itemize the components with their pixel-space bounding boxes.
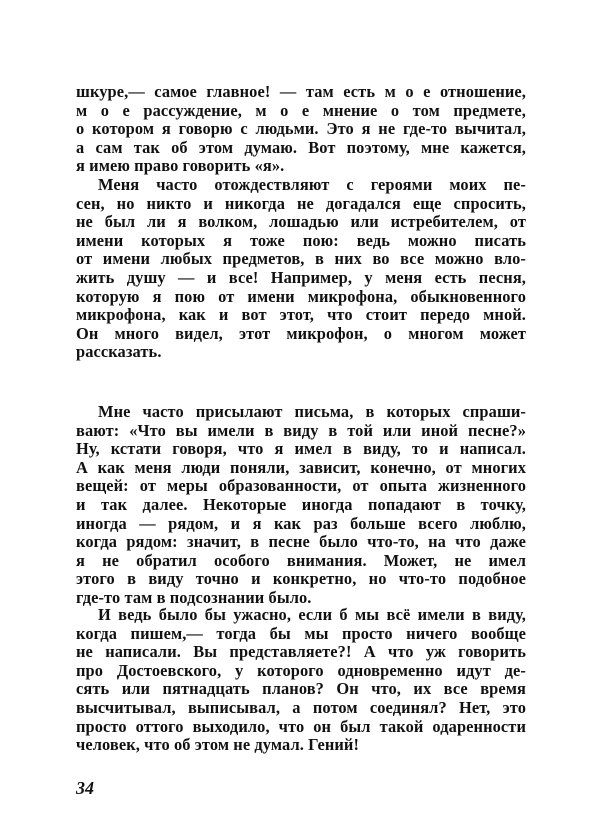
text-line: вают: «Что вы имели в виду в той или иной песне?» [76, 420, 526, 440]
text-line: имени которых я тоже пою: ведь можно писать [76, 230, 526, 250]
text-line: просто оттого выходило, что он был такой одаренности [76, 716, 526, 736]
text-line: иногда — рядом, и я как раз больше всего люблю, [76, 513, 526, 533]
paragraph-3 [76, 403, 526, 608]
text-line: не был ли я волком, лошадью или истребителем, от [76, 212, 526, 232]
text-line: где-то там в подсознании было. [76, 587, 312, 607]
text-line: А как меня люди поняли, зависит, конечно, от многих [76, 457, 526, 477]
text-line: сять или пятнадцать планов? Он что, их все время [76, 679, 526, 699]
text-line: когда рядом: значит, в песне было что-то, на что даже [76, 532, 526, 552]
text-line: м о е рассуждение, м о е мнение о том предмете, [76, 100, 526, 120]
text-line: Ну, кстати говоря, что я имел в виду, то и написал. [76, 439, 526, 459]
text-line: И ведь было бы ужасно, если б мы всё имели в виду, [98, 605, 526, 624]
text-line: сен, но никто и никогда не догадался еще спросить, [76, 193, 526, 213]
text-line: высчитывал, выписывал, а потом соединял? Нет, это [76, 697, 526, 717]
text-line: которую я пою от имени микрофона, обыкновенного [76, 286, 526, 306]
paragraph-1 [76, 83, 526, 176]
paragraph-4 [76, 606, 526, 755]
text-line: микрофона, как и вот этот, что стоит передо мной. [76, 305, 526, 325]
paragraph-2 [76, 176, 526, 362]
text-line: от имени любых предметов, в них во все можно вло- [76, 249, 526, 269]
text-line: шкуре,— самое главное! — там есть м о е отношение, [76, 82, 526, 101]
text-line: вещей: от меры образованности, от опыта жизненного [76, 476, 526, 496]
text-line: а сам так об этом думаю. Вот поэтому, мне кажется, [76, 137, 526, 157]
text-line: Меня часто отождествляют с героями моих пе- [98, 175, 526, 194]
text-line: про Достоевского, у которого одновременно идут де- [76, 660, 526, 680]
text-line: я не обратил особого внимания. Может, не имел [76, 550, 526, 570]
text-line: Мне часто присылают письма, в которых спраши- [98, 402, 526, 421]
text-line: человек, что об этом не думал. Гений! [76, 735, 360, 755]
text-line: не написали. Вы представляете?! А что уж говорить [76, 642, 526, 662]
text-line: и так далее. Некоторые иногда попадают в точку, [76, 494, 526, 514]
text-line: рассказать. [76, 342, 162, 362]
text-line: я имею право говорить «я». [76, 156, 285, 176]
text-line: когда пишем,— тогда бы мы просто ничего вообще [76, 623, 526, 643]
page-number: 34 [76, 778, 94, 798]
text-line: Он много видел, этот микрофон, о многом может [76, 323, 526, 343]
text-line: о котором я говорю с людьми. Это я не где-то вычитал, [76, 119, 526, 139]
text-line: этого в виду точно и конкретно, но что-то подобное [76, 569, 526, 589]
text-line: жить душу — и все! Например, у меня есть песня, [76, 267, 526, 287]
